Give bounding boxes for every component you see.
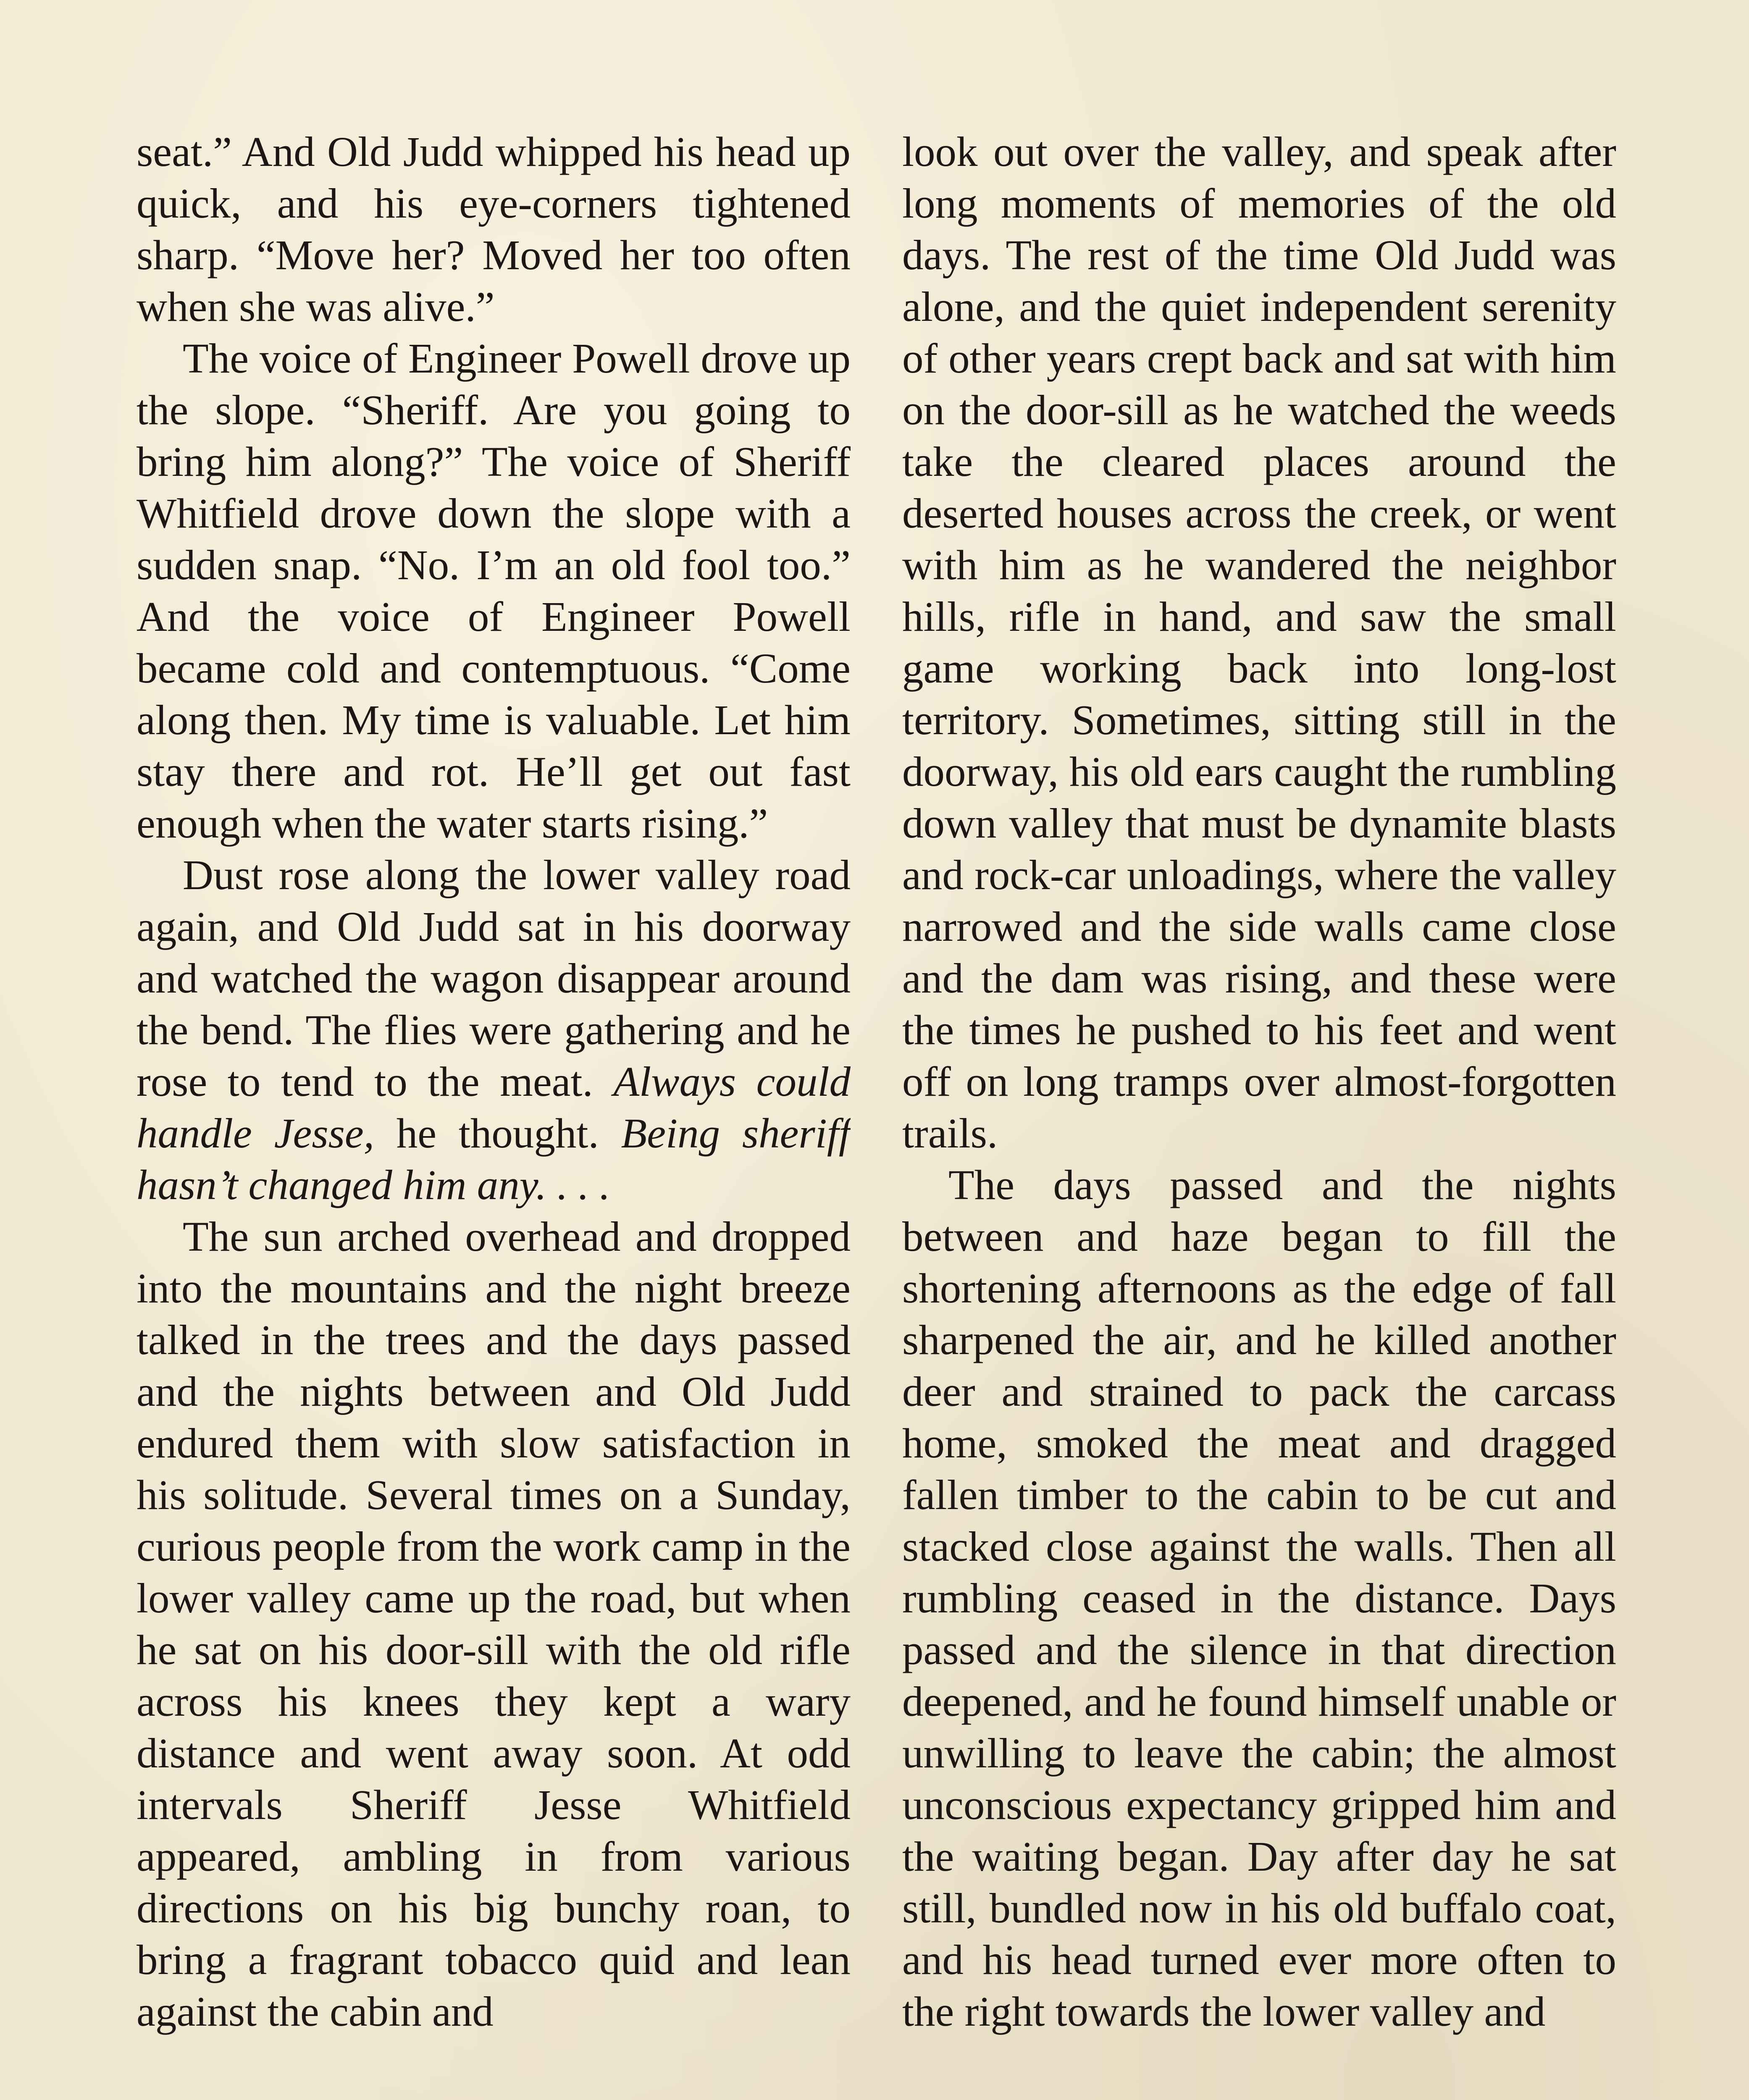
paragraph-text: Dust rose along the lower valley road again, and Old Judd sat in his doorway and watched the wagon disappear around the bend. The flies were gathering and he rose to tend to the meat.: [137, 851, 851, 1105]
right-text-column: [902, 126, 1616, 2100]
paragraph-engineer-powell: The voice of Engineer Powell drove up the slope. “Sheriff. Are you going to bring him along?” The voice of Sheriff Whitfield drove down the slope with a sudden snap. “No. I’m an old fool too.” And the voice of Engineer Powell became cold and contemptuous. “Come along then. My time is valuable. Let him stay there and rot. He’ll get out fast enough when the water starts rising.”: [137, 335, 851, 847]
italic-thought: Being sheriff hasn’t changed him any. . . .: [137, 1110, 851, 1208]
paragraph-dust-rose: [137, 849, 851, 1211]
paragraph-days-passed: The days passed and the nights between and haze began to fill the shortening afternoons as the edge of fall sharpened the air, and he killed another deer and strained to pack the carcass home, smoked the meat and dragged fallen timber to the cabin to be cut and stacked close against the walls. Then all rumbling ceased in the distance. Days passed and the silence in that direction deepened, and he found himself unable or unwilling to leave the cabin; the almost unconscious expectancy gripped him and the waiting began. Day after day he sat still, bundled now in his old buffalo coat, and his head turned ever more often to the right towards the lower valley and: [902, 1161, 1616, 2035]
paragraph-text: he thought.: [396, 1110, 599, 1157]
paragraph-sun-arched: The sun arched overhead and dropped into the mountains and the night breeze talked in the trees and the days passed and the nights between and Old Judd endured them with slow satisfaction in his solitude. Several times on a Sunday, curious people from the work camp in the lower valley came up the road, but when he sat on his door-sill with the old rifle across his knees they kept a wary distance and went away soon. At odd intervals Sheriff Jesse Whitfield appeared, ambling in from various directions on his big bunchy roan, to bring a fragrant tobacco quid and lean against the cabin and: [137, 1213, 851, 2035]
paragraph-continued: look out over the valley, and speak after long moments of memories of the old days. The rest of the time Old Judd was alone, and the quiet independent serenity of other years crept back and sat with him on the door-sill as he watched the weeds take the cleared places around the deserted houses across the creek, or went with him as he wandered the neighbor hills, rifle in hand, and saw the small game working back into long-lost territory. Sometimes, sitting still in the doorway, his old ears caught the rumbling down valley that must be dynamite blasts and rock-car unloadings, where the valley narrowed and the side walls came close and the dam was rising, and these were the times he pushed to his feet and went off on long tramps over almost-forgotten trails.: [902, 128, 1616, 1157]
paragraph-continued: seat.” And Old Judd whipped his head up quick, and his eye-corners tightened sharp. “Move her? Moved her too often when she was alive.”: [137, 128, 851, 330]
italic-thought: Always could handle Jesse,: [137, 1058, 851, 1157]
left-text-column: [137, 126, 851, 2100]
